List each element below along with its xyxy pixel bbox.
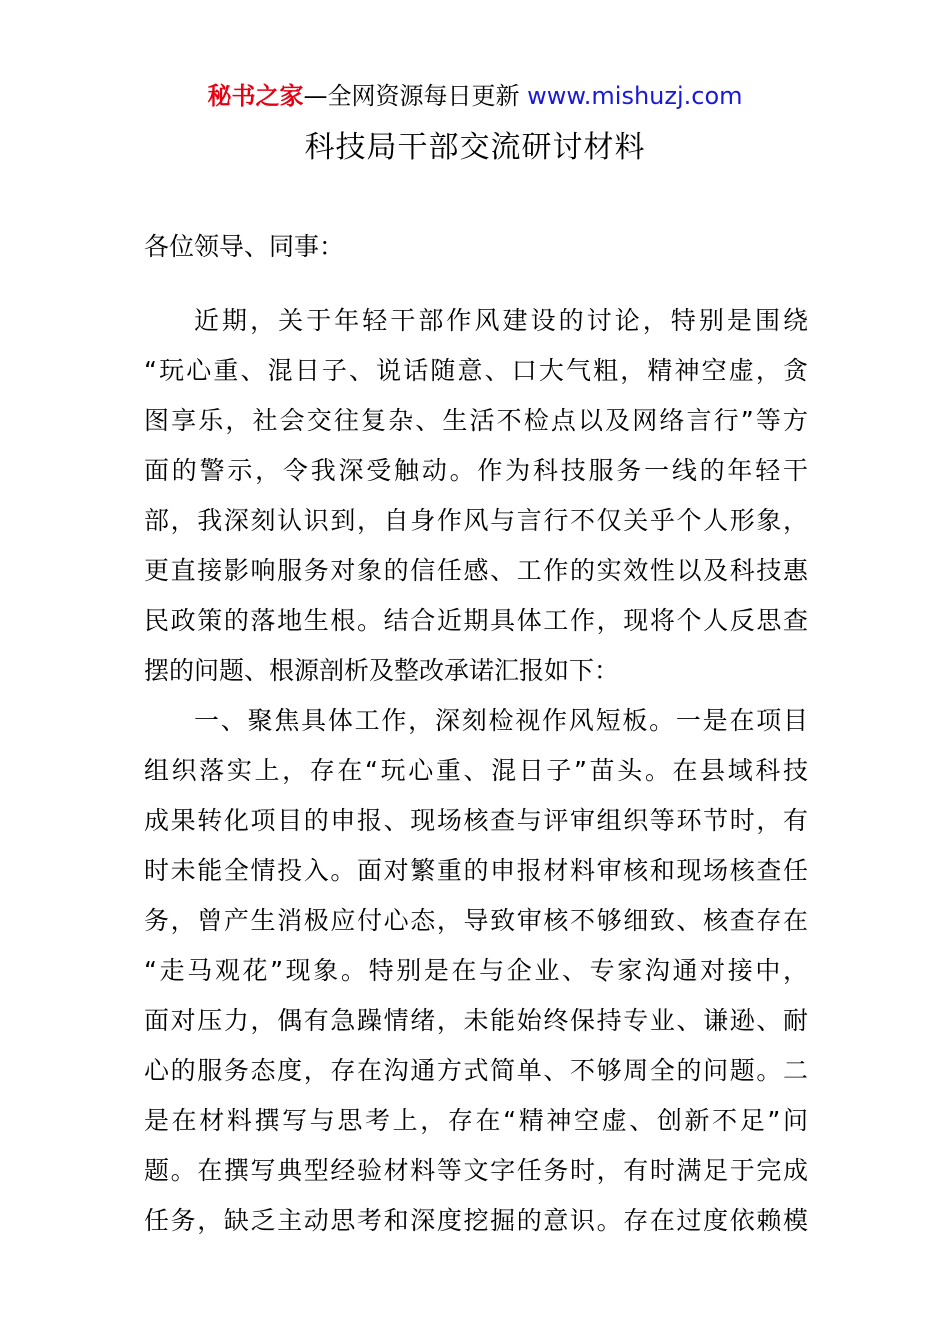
paragraph-line: 心的服务态度，存在沟通方式简单、不够周全的问题。二 <box>144 1056 808 1085</box>
paragraph-line: 组织落实上，存在“玩心重、混日子”苗头。在县域科技 <box>144 756 808 785</box>
paragraph-line: 摆的问题、根源剖析及整改承诺汇报如下： <box>144 656 620 685</box>
header-tagline: —全网资源每日更新 <box>303 82 520 110</box>
paragraph-line: 成果转化项目的申报、现场核查与评审组织等环节时，有 <box>144 806 808 835</box>
site-header <box>0 80 950 112</box>
paragraph-line: 一、聚焦具体工作，深刻检视作风短板。一是在项目 <box>194 706 808 735</box>
site-url-link[interactable]: www.mishuzj.com <box>527 82 743 110</box>
paragraph-line: 更直接影响服务对象的信任感、工作的实效性以及科技惠 <box>144 556 808 585</box>
paragraph-line: “玩心重、混日子、说话随意、口大气粗，精神空虚，贪 <box>144 356 808 385</box>
paragraph-line: 面对压力，偶有急躁情绪，未能始终保持专业、谦逊、耐 <box>144 1006 808 1035</box>
paragraph-line: 民政策的落地生根。结合近期具体工作，现将个人反思查 <box>144 606 808 635</box>
paragraph-line: 部，我深刻认识到，自身作风与言行不仅关乎个人形象， <box>144 506 808 535</box>
paragraph-line: 务，曾产生消极应付心态，导致审核不够细致、核查存在 <box>144 906 808 935</box>
paragraph-2 <box>144 696 808 1246</box>
brand-name: 秘书之家 <box>207 82 304 110</box>
document-title: 科技局干部交流研讨材料 <box>304 130 646 165</box>
paragraph-line: “走马观花”现象。特别是在与企业、专家沟通对接中， <box>144 956 808 985</box>
paragraph-line: 是在材料撰写与思考上，存在“精神空虚、创新不足”问 <box>144 1106 808 1135</box>
paragraph-line: 图享乐，社会交往复杂、生活不检点以及网络言行”等方 <box>144 406 808 435</box>
paragraph-line: 面的警示，令我深受触动。作为科技服务一线的年轻干 <box>144 456 808 485</box>
document-body <box>144 222 808 1246</box>
paragraph-line: 题。在撰写典型经验材料等文字任务时，有时满足于完成 <box>144 1156 808 1185</box>
paragraph-1 <box>144 296 808 696</box>
paragraph-line: 时未能全情投入。面对繁重的申报材料审核和现场核查任 <box>144 856 808 885</box>
salutation: 各位领导、同事： <box>144 232 345 261</box>
paragraph-line: 任务，缺乏主动思考和深度挖掘的意识。存在过度依赖模 <box>144 1206 808 1235</box>
paragraph-line: 近期，关于年轻干部作风建设的讨论，特别是围绕 <box>194 306 808 335</box>
